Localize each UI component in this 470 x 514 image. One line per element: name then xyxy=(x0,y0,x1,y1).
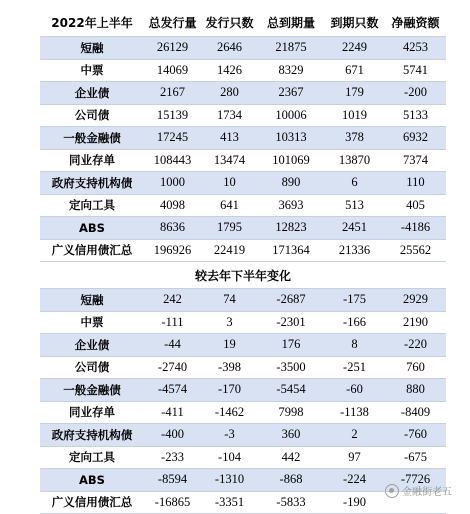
col-header: 总到期量 xyxy=(258,8,324,37)
table-row xyxy=(40,217,446,240)
table-cell: 280 xyxy=(201,82,258,105)
table-cell: -1138 xyxy=(324,401,385,424)
table-cell: -1310 xyxy=(201,469,258,492)
table-cell: 97 xyxy=(324,446,385,469)
table-cell: 442 xyxy=(258,446,324,469)
table-cell: 10313 xyxy=(258,127,324,150)
row-label: 广义信用债汇总 xyxy=(40,491,144,514)
table-row xyxy=(40,356,446,379)
row-label: 短融 xyxy=(40,37,144,60)
table-cell: -4186 xyxy=(385,217,446,240)
table-cell: 2929 xyxy=(385,289,446,312)
table-cell: -224 xyxy=(324,469,385,492)
table-cell: 2646 xyxy=(201,37,258,60)
bond-issuance-table xyxy=(40,8,446,514)
table-cell: 7374 xyxy=(385,149,446,172)
table-cell: -220 xyxy=(385,334,446,357)
table-row xyxy=(40,401,446,424)
table-cell: 2167 xyxy=(144,82,201,105)
table-cell: 2249 xyxy=(324,37,385,60)
table-cell: 15139 xyxy=(144,104,201,127)
table-cell: -3500 xyxy=(258,356,324,379)
table-row xyxy=(40,311,446,334)
table-cell: -251 xyxy=(324,356,385,379)
table-cell: -8409 xyxy=(385,401,446,424)
table-row xyxy=(40,37,446,60)
table-cell: 110 xyxy=(385,172,446,195)
table-cell: 21875 xyxy=(258,37,324,60)
row-label: 政府支持机构债 xyxy=(40,424,144,447)
watermark xyxy=(385,483,452,498)
table-cell: 74 xyxy=(201,289,258,312)
table-cell: 3 xyxy=(201,311,258,334)
table-cell: -5454 xyxy=(258,379,324,402)
table-cell: 5133 xyxy=(385,104,446,127)
table-cell: 101069 xyxy=(258,149,324,172)
table-cell: 8636 xyxy=(144,217,201,240)
table-row xyxy=(40,172,446,195)
table-title: 2022年上半年 xyxy=(40,8,144,37)
row-label: 短融 xyxy=(40,289,144,312)
table-cell: 880 xyxy=(385,379,446,402)
table-cell: 5741 xyxy=(385,59,446,82)
table-row xyxy=(40,104,446,127)
table-cell: 25562 xyxy=(385,239,446,262)
table-cell: 378 xyxy=(324,127,385,150)
col-header: 净融资额 xyxy=(385,8,446,37)
table-cell: 1000 xyxy=(144,172,201,195)
table-cell: 242 xyxy=(144,289,201,312)
section-title: 较去年下半年变化 xyxy=(40,262,446,289)
table-cell: 641 xyxy=(201,194,258,217)
table-cell: 179 xyxy=(324,82,385,105)
table-cell: -400 xyxy=(144,424,201,447)
table-cell: -411 xyxy=(144,401,201,424)
table-cell: 196926 xyxy=(144,239,201,262)
table-cell: 413 xyxy=(201,127,258,150)
table-cell: -175 xyxy=(324,289,385,312)
row-label: 公司债 xyxy=(40,356,144,379)
table-cell: 4253 xyxy=(385,37,446,60)
row-label: ABS xyxy=(40,469,144,492)
table-cell: 10 xyxy=(201,172,258,195)
table-cell: -233 xyxy=(144,446,201,469)
table-cell: -111 xyxy=(144,311,201,334)
table-row xyxy=(40,239,446,262)
row-label: 公司债 xyxy=(40,104,144,127)
table-cell: -166 xyxy=(324,311,385,334)
table-cell: 2451 xyxy=(324,217,385,240)
table-cell: 1734 xyxy=(201,104,258,127)
wechat-icon xyxy=(385,484,399,498)
table-cell: 7998 xyxy=(258,401,324,424)
table-cell: -398 xyxy=(201,356,258,379)
col-header: 到期只数 xyxy=(324,8,385,37)
row-label: 中票 xyxy=(40,311,144,334)
table-cell: 8 xyxy=(324,334,385,357)
table-row xyxy=(40,446,446,469)
table-cell: 6 xyxy=(324,172,385,195)
row-label: 企业债 xyxy=(40,334,144,357)
table-cell: 13870 xyxy=(324,149,385,172)
row-label: 政府支持机构债 xyxy=(40,172,144,195)
table-cell: 108443 xyxy=(144,149,201,172)
row-label: 定向工具 xyxy=(40,194,144,217)
table-cell: -190 xyxy=(324,491,385,514)
table-cell: 13474 xyxy=(201,149,258,172)
watermark-text: 金融街老五 xyxy=(402,487,452,498)
table-row xyxy=(40,127,446,150)
table-cell: 1426 xyxy=(201,59,258,82)
table-cell: 3693 xyxy=(258,194,324,217)
table-cell: -170 xyxy=(201,379,258,402)
table-cell: -2687 xyxy=(258,289,324,312)
table-cell: 21336 xyxy=(324,239,385,262)
table-cell: 360 xyxy=(258,424,324,447)
table-cell: -3 xyxy=(201,424,258,447)
table-cell: -16865 xyxy=(144,491,201,514)
table-cell: -2301 xyxy=(258,311,324,334)
table-row xyxy=(40,379,446,402)
col-header: 发行只数 xyxy=(201,8,258,37)
row-label: 企业债 xyxy=(40,82,144,105)
table-row xyxy=(40,424,446,447)
section-title-row xyxy=(40,262,446,289)
table-cell: -7726 xyxy=(385,469,446,492)
table-cell: 12823 xyxy=(258,217,324,240)
table-cell: 2 xyxy=(324,424,385,447)
table-cell: 6932 xyxy=(385,127,446,150)
row-label: 一般金融债 xyxy=(40,127,144,150)
col-header: 总发行量 xyxy=(144,8,201,37)
row-label: 广义信用债汇总 xyxy=(40,239,144,262)
table-cell: -104 xyxy=(201,446,258,469)
table-cell: 8329 xyxy=(258,59,324,82)
table-cell: -760 xyxy=(385,424,446,447)
table-cell: 890 xyxy=(258,172,324,195)
table-cell: 1795 xyxy=(201,217,258,240)
table-cell: -44 xyxy=(144,334,201,357)
table-cell: 760 xyxy=(385,356,446,379)
table-cell: 513 xyxy=(324,194,385,217)
table-cell: 176 xyxy=(258,334,324,357)
table-cell: 10006 xyxy=(258,104,324,127)
table-cell: 671 xyxy=(324,59,385,82)
table-cell: -60 xyxy=(324,379,385,402)
table-cell: -5833 xyxy=(258,491,324,514)
table-cell: 19 xyxy=(201,334,258,357)
table-cell: 405 xyxy=(385,194,446,217)
table-cell: 2190 xyxy=(385,311,446,334)
table-cell: -868 xyxy=(258,469,324,492)
table-row xyxy=(40,149,446,172)
table-cell: -8594 xyxy=(144,469,201,492)
row-label: 定向工具 xyxy=(40,446,144,469)
table-row xyxy=(40,289,446,312)
row-label: 一般金融债 xyxy=(40,379,144,402)
table-cell: 2367 xyxy=(258,82,324,105)
table-cell: -675 xyxy=(385,446,446,469)
table-row xyxy=(40,194,446,217)
table-cell: -2740 xyxy=(144,356,201,379)
table-cell: -3351 xyxy=(201,491,258,514)
table-row xyxy=(40,82,446,105)
table-cell: 17245 xyxy=(144,127,201,150)
table-cell: 22419 xyxy=(201,239,258,262)
row-label: 中票 xyxy=(40,59,144,82)
table-cell: 171364 xyxy=(258,239,324,262)
table-row xyxy=(40,59,446,82)
table-cell: 14069 xyxy=(144,59,201,82)
row-label: 同业存单 xyxy=(40,401,144,424)
row-label: 同业存单 xyxy=(40,149,144,172)
table-cell: -4574 xyxy=(144,379,201,402)
table-cell: -1462 xyxy=(201,401,258,424)
table-row xyxy=(40,334,446,357)
table-header-row xyxy=(40,8,446,37)
table-cell: 1019 xyxy=(324,104,385,127)
row-label: ABS xyxy=(40,217,144,240)
table-cell: 4098 xyxy=(144,194,201,217)
table-cell: 26129 xyxy=(144,37,201,60)
table-cell: -200 xyxy=(385,82,446,105)
